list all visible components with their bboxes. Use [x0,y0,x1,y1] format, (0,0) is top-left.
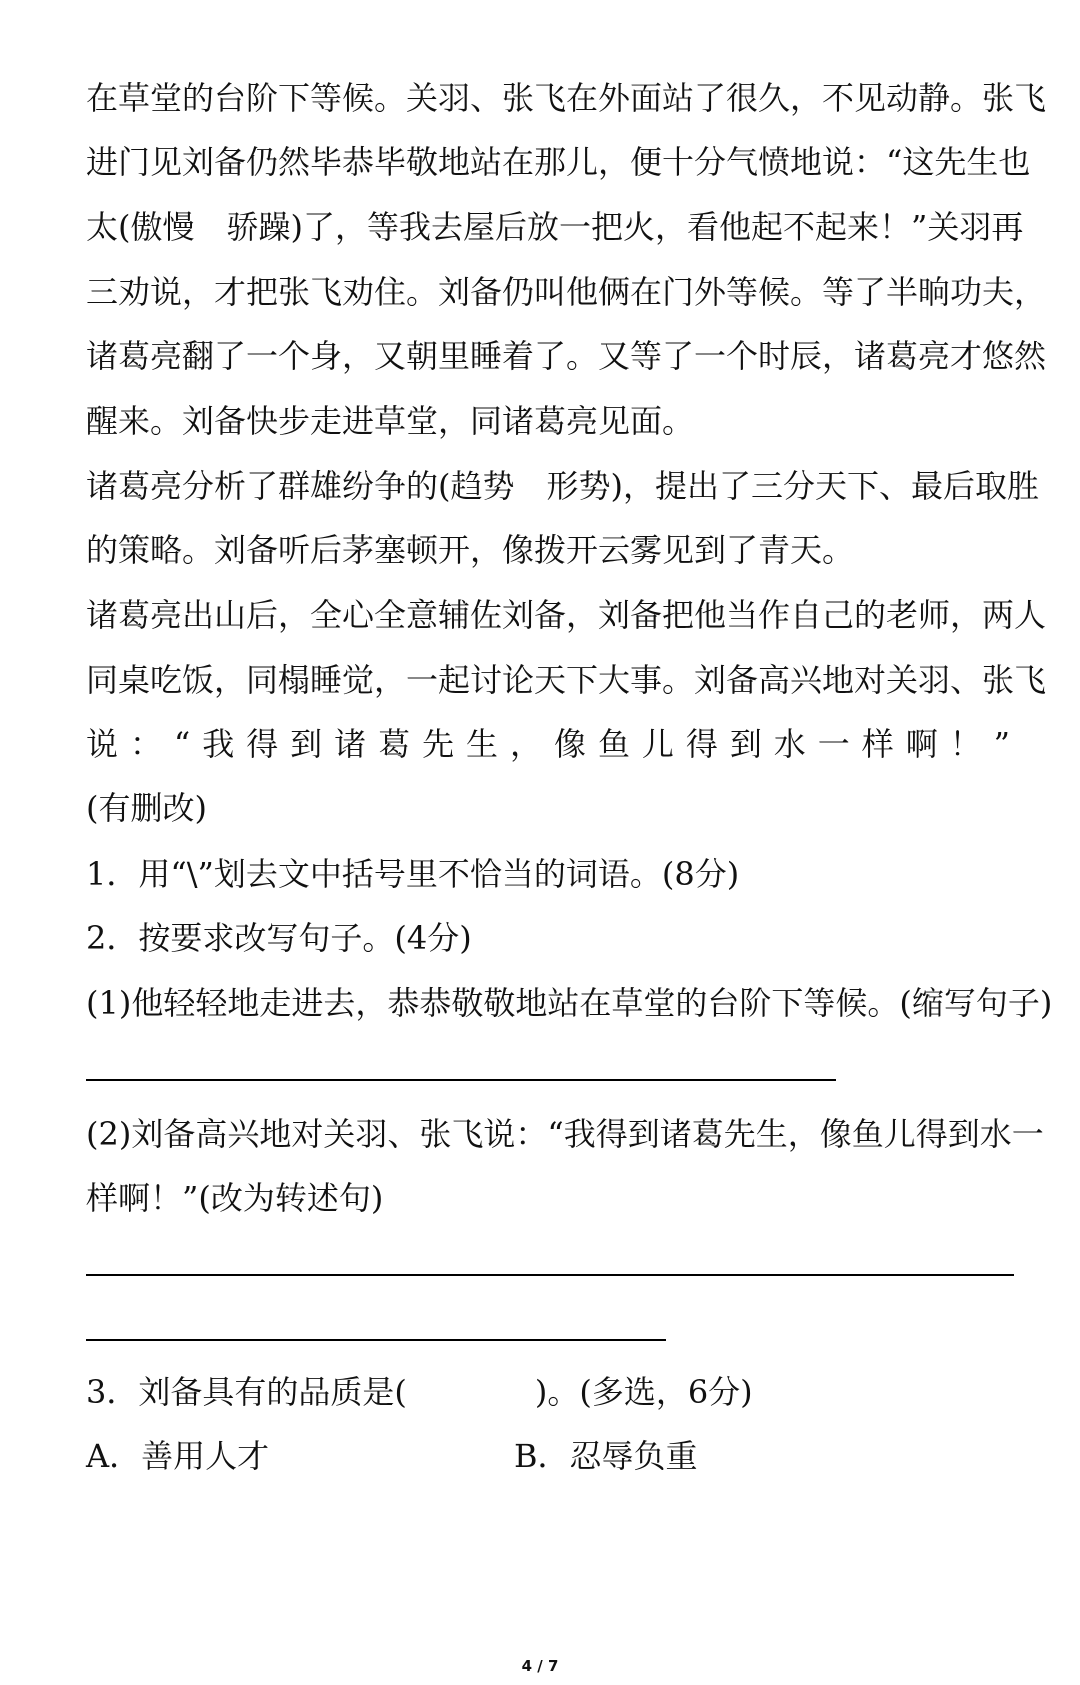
passage-line-3: 太(傲慢 骄躁)了，等我去屋后放一把火，看他起不起来！”关羽再 [86,208,1024,246]
passage-line-4: 三劝说，才把张飞劝住。刘备仍叫他俩在门外等候。等了半晌功夫， [86,273,1047,311]
question-2-2-line-1: (2)刘备高兴地对关羽、张飞说：“我得到诸葛先生，像鱼儿得到水一 [86,1115,1044,1153]
answer-line-2-2-a[interactable] [86,1274,1014,1276]
question-1: 1．用“\”划去文中括号里不恰当的词语。(8分) [86,855,740,893]
passage-line-11: 说：“我得到诸葛先生，像鱼儿得到水一样啊！” [86,725,1014,763]
passage-line-5: 诸葛亮翻了一个身，又朝里睡着了。又等了一个时辰，诸葛亮才悠然 [86,337,1047,375]
passage-line-10: 同桌吃饭，同榻睡觉，一起讨论天下大事。刘备高兴地对关羽、张飞 [86,661,1047,699]
answer-line-2-2-b[interactable] [86,1339,666,1341]
passage-line-8: 的策略。刘备听后茅塞顿开，像拨开云雾见到了青天。 [86,531,855,569]
question-2-1: (1)他轻轻地走进去，恭恭敬敬地站在草堂的台阶下等候。(缩写句子) [86,984,1053,1022]
question-3: 3．刘备具有的品质是( )。(多选，6分) [86,1373,753,1411]
question-2-2-line-2: 样啊！”(改为转述句) [86,1179,384,1217]
passage-line-2: 进门见刘备仍然毕恭毕敬地站在那儿，便十分气愤地说：“这先生也 [86,143,1031,181]
passage-line-7: 诸葛亮分析了群雄纷争的(趋势 形势)，提出了三分天下、最后取胜 [86,467,1039,505]
page-number: 4 / 7 [521,1657,559,1675]
passage-line-6: 醒来。刘备快步走进草堂，同诸葛亮见面。 [86,402,695,440]
passage-line-1: 在草堂的台阶下等候。关羽、张飞在外面站了很久，不见动静。张飞 [86,79,1047,117]
source-note: (有删改) [86,789,207,827]
passage-line-9: 诸葛亮出山后，全心全意辅佐刘备，刘备把他当作自己的老师，两人 [86,596,1047,634]
option-a[interactable]: A．善用人才 [86,1437,270,1475]
question-2: 2．按要求改写句子。(4分) [86,919,472,957]
answer-line-2-1[interactable] [86,1079,836,1081]
option-b[interactable]: B．忍辱负重 [514,1437,698,1475]
